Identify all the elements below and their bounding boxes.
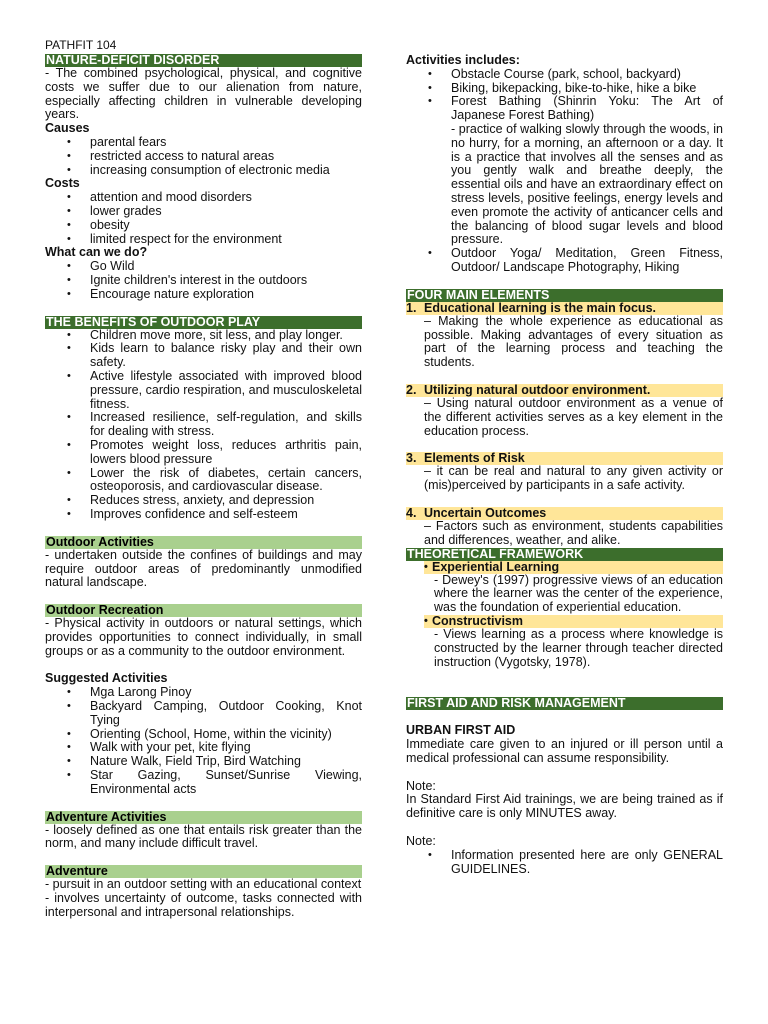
- theory-2-text: - Views learning as a process where knowledge is constructed by the learner through teacher directed instruction (Vygotsky, 1978).: [434, 626, 723, 669]
- list-item: • Star Gazing, Sunset/Sunrise Viewing, Environmental acts: [45, 769, 362, 797]
- list-item: • Ignite children's interest in the outdoors: [45, 274, 362, 288]
- list-item: • Kids learn to balance risky play and their own safety.: [45, 342, 362, 370]
- element-number: 2.: [406, 382, 417, 397]
- element-title: Educational learning is the main focus.: [424, 300, 656, 315]
- element-4-heading: [406, 507, 723, 520]
- list-item: • increasing consumption of electronic media: [45, 164, 362, 178]
- element-number: 3.: [406, 451, 417, 466]
- list-item: • Go Wild: [45, 260, 362, 274]
- bullet-icon: •: [424, 560, 428, 573]
- list-item: • Nature Walk, Field Trip, Bird Watching: [45, 755, 362, 769]
- list-item: • Encourage nature exploration: [45, 288, 362, 302]
- heading-nature-deficit: NATURE-DEFICIT DISORDER: [45, 54, 362, 67]
- heading-outdoor-recreation: Outdoor Recreation: [45, 604, 362, 617]
- bullet-icon: •: [424, 614, 428, 627]
- causes-label: Causes: [45, 121, 90, 136]
- list-item: • restricted access to natural areas: [45, 150, 362, 164]
- heading-adventure-activities: Adventure Activities: [45, 811, 362, 824]
- suggested-activities-label: Suggested Activities: [45, 671, 168, 686]
- what-list: [45, 260, 362, 301]
- theory-title: Experiential Learning: [432, 559, 560, 574]
- left-column: [45, 54, 362, 920]
- list-item: • Children move more, sit less, and play longer.: [45, 329, 362, 343]
- list-item: • obesity: [45, 219, 362, 233]
- outdoor-recreation-text: - Physical activity in outdoors or natural settings, which provides opportunities to connect individually, in small groups or as a community to the outdoor environment.: [45, 616, 362, 658]
- element-2-text: – Using natural outdoor environment as a venue of the different activities serves as a key element in the education process.: [424, 395, 723, 438]
- suggested-list: [45, 686, 362, 796]
- list-item: • attention and mood disorders: [45, 191, 362, 205]
- element-number: 1.: [406, 300, 417, 315]
- element-1-text: – Making the whole experience as educational as possible. Making advantages of every situation as part of the learning process and teaching the students.: [424, 313, 723, 370]
- note-1-label: Note:: [406, 778, 436, 793]
- element-3-text: – it can be real and natural to any given activity or (mis)perceived by participants in a safe activity.: [424, 464, 723, 493]
- theory-1-heading: [424, 561, 723, 574]
- heading-four-main-elements: FOUR MAIN ELEMENTS: [406, 289, 723, 302]
- element-1-heading: [406, 302, 723, 315]
- element-4-text: – Factors such as environment, students capabilities and differences, weather, and alike.: [424, 518, 723, 547]
- activities-list: [406, 68, 723, 275]
- list-item: • Walk with your pet, kite flying: [45, 741, 362, 755]
- nature-deficit-definition: - The combined psychological, physical, and cognitive costs we suffer due to our alienation from nature, especially affecting children in vulnerable developing years.: [45, 66, 362, 122]
- heading-adventure: Adventure: [45, 865, 362, 878]
- list-item: • Orienting (School, Home, within the vicinity): [45, 728, 362, 742]
- benefits-list: [45, 329, 362, 522]
- adventure-activities-text: - loosely defined as one that entails risk greater than the norm, and many include difficult travel.: [45, 822, 362, 851]
- costs-list: [45, 191, 362, 246]
- list-item: • lower grades: [45, 205, 362, 219]
- list-item: • Improves confidence and self-esteem: [45, 508, 362, 522]
- forest-bathing-title: Forest Bathing (Shinrin Yoku: The Art of Japanese Forest Bathing): [451, 94, 723, 123]
- list-item: • Mga Larong Pinoy: [45, 686, 362, 700]
- element-title: Utilizing natural outdoor environment.: [424, 382, 651, 397]
- list-item: • parental fears: [45, 136, 362, 150]
- list-item: • Increased resilience, self-regulation, and skills for dealing with stress.: [45, 411, 362, 439]
- list-item: • Reduces stress, anxiety, and depression: [45, 494, 362, 508]
- forest-bathing-detail: - practice of walking slowly through the woods, in no hurry, for a morning, an afternoon or a day. It is a practice that involves all the senses and as you gently walk and breathe deeply, the essential oils and have an extraordinary effect on stress levels, positive feelings, energy levels and even promote the activity of anticancer cells and the balancing of blood sugar levels and blood pressure.: [451, 121, 723, 247]
- list-item: • Promotes weight loss, reduces arthritis pain, lowers blood pressure: [45, 439, 362, 467]
- costs-label: Costs: [45, 176, 80, 191]
- list-item: • limited respect for the environment: [45, 233, 362, 247]
- heading-first-aid: FIRST AID AND RISK MANAGEMENT: [406, 697, 723, 710]
- list-item: [406, 95, 723, 247]
- theory-1-text: - Dewey's (1997) progressive views of an education where the learner was the center of the experience, was the foundation of experiential education.: [434, 572, 723, 615]
- causes-list: [45, 136, 362, 177]
- list-item: • Information presented here are only GENERAL GUIDELINES.: [406, 849, 723, 877]
- element-2-heading: [406, 384, 723, 397]
- list-item: • Backyard Camping, Outdoor Cooking, Knot Tying: [45, 700, 362, 728]
- urban-first-aid-text: Immediate care given to an injured or ill person until a medical professional can assume responsibility.: [406, 737, 723, 765]
- list-item: • Lower the risk of diabetes, certain cancers, osteoporosis, and cardiovascular disease.: [45, 467, 362, 495]
- heading-theoretical-framework: THEORETICAL FRAMEWORK: [406, 548, 723, 561]
- list-item: • Outdoor Yoga/ Meditation, Green Fitness, Outdoor/ Landscape Photography, Hiking: [406, 247, 723, 275]
- heading-benefits: THE BENEFITS OF OUTDOOR PLAY: [45, 316, 362, 329]
- adventure-text-1: - pursuit in an outdoor setting with an educational context: [45, 877, 362, 892]
- right-column: [406, 54, 723, 876]
- note-2-label: Note:: [406, 834, 436, 849]
- urban-first-aid-heading: URBAN FIRST AID: [406, 723, 516, 738]
- outdoor-activities-text: - undertaken outside the confines of buildings and may require outdoor areas of predominantly unmodified natural landscape.: [45, 547, 362, 590]
- list-item: • Biking, bikepacking, bike-to-hike, hike a bike: [406, 82, 723, 96]
- list-item: • Active lifestyle associated with improved blood pressure, cardio respiration, and musculoskeletal fitness.: [45, 370, 362, 411]
- activities-includes-label: Activities includes:: [406, 53, 520, 67]
- list-item: • Obstacle Course (park, school, backyard): [406, 68, 723, 82]
- adventure-text-2: - involves uncertainty of outcome, tasks connected with interpersonal and intrapersonal relationships.: [45, 891, 362, 919]
- theory-title: Constructivism: [432, 613, 523, 628]
- note-2-list: [406, 849, 723, 877]
- heading-outdoor-activities: Outdoor Activities: [45, 536, 362, 549]
- element-title: Elements of Risk: [424, 451, 525, 466]
- course-title: PATHFIT 104: [45, 38, 117, 52]
- element-number: 4.: [406, 505, 417, 520]
- element-title: Uncertain Outcomes: [424, 505, 547, 520]
- what-can-we-do-label: What can we do?: [45, 245, 148, 260]
- theory-2-heading: [424, 615, 723, 628]
- note-1-text: In Standard First Aid trainings, we are being trained as if definitive care is only MINUTES away.: [406, 792, 723, 821]
